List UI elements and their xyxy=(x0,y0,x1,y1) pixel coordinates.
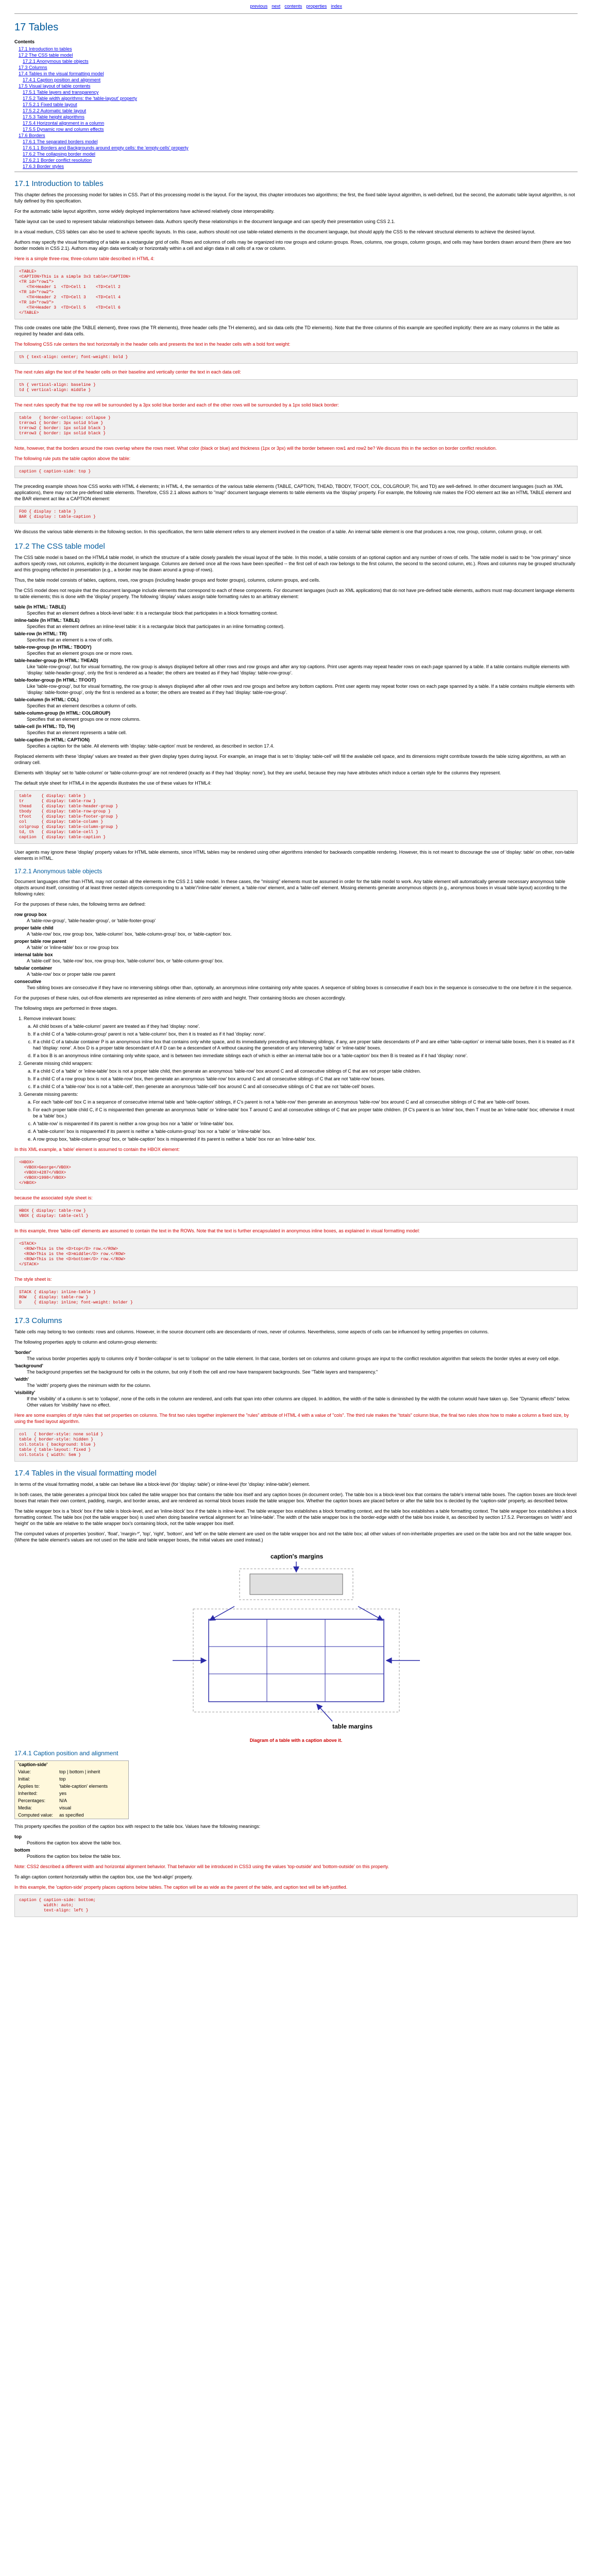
paragraph: This property specifies the position of the caption box with respect to the table box. Values have the following meanings: xyxy=(14,1824,261,1829)
toc-link[interactable]: 17.5.5 Dynamic row and column effects xyxy=(23,127,104,132)
substep-item: c. If a child C of a tabular container P is an anonymous inline box that contains only white space, and its immediately preceding and following siblings, if any, are proper table descendants of P and are either 'table-caption' or internal table boxes, then it is treated as if it had 'display: none'. A box D is a proper table descendant of A if D can be a descendant of A without causing the generation of any intervening 'table' or 'inline-table' boxes. xyxy=(33,1039,578,1051)
property-label: Initial: xyxy=(18,1776,30,1782)
property-row xyxy=(15,1811,111,1819)
example-intro: In this XML example, a 'table' element is assumed to contain the HBOX element: xyxy=(14,1147,180,1152)
steps-list xyxy=(24,1015,578,1142)
definition-description: Positions the caption box below the table box. xyxy=(27,1854,121,1859)
property-value: N/A xyxy=(59,1798,67,1803)
paragraph: We discuss the various table elements in the following section. In this specification, the term table element refers to any element involved in the creation of a table. An internal table element is one that produces a row, row group, column, column group, or cell. xyxy=(14,529,543,534)
definition-term: table-cell (In HTML: TD, TH) xyxy=(14,724,75,729)
caption-box xyxy=(250,1574,343,1595)
top-navigation xyxy=(14,3,578,9)
property-label: Value: xyxy=(18,1769,31,1774)
substep-item: a. For each 'table-cell' box C in a sequence of consecutive internal table and 'table-caption' siblings, if C's parent is not a 'table-row' then generate an anonymous 'table-row' box around C and all consecutive siblings of C that are 'table-cell' boxes. xyxy=(33,1099,578,1105)
definition-description: A 'table-row' box or proper table row parent xyxy=(27,972,115,977)
arrow xyxy=(210,1606,234,1620)
code-example: caption { caption-side: bottom; width: auto; text-align: left } xyxy=(14,1894,578,1917)
definition-term: proper table child xyxy=(14,925,54,930)
substep-item: c. If a child C of a 'table-row' box is not a 'table-cell', then generate an anonymous 'table-cell' box around C and all consecutive siblings of C that are not 'table-cell' boxes. xyxy=(33,1083,578,1090)
definition-description: Specifies that an element is a row of cells. xyxy=(27,637,113,642)
toc-link[interactable]: 17.6.1.1 Borders and Backgrounds around empty cells: the 'empty-cells' property xyxy=(23,145,189,150)
paragraph: For the purposes of these rules, the following terms are defined: xyxy=(14,902,146,907)
code-example: STACK { display: inline-table } ROW { display: table-row } D { display: inline; font-weight: bolder } xyxy=(14,1286,578,1309)
code-example: HBOX { display: table-row } VBOX { display: table-cell } xyxy=(14,1205,578,1223)
definition-description: Specifies that an element defines an inline-level table: it is a rectangular block that participates in an inline formatting context). xyxy=(27,624,285,629)
paragraph: Authors may specify the visual formatting of a table as a rectangular grid of cells. Rows and columns of cells may be organized into row groups and column groups. Rows, columns, row groups, column groups, and cells may have borders drawn around them (there are two border models in CSS 2.1). Authors may align data vertically or horizontally within a cell and align data in all cells of a row or column. xyxy=(14,240,571,251)
toc-item xyxy=(14,101,578,108)
definition-term: table-header-group (In HTML: THEAD) xyxy=(14,658,98,663)
definition-description: A 'table-row' box, row group box, 'table-column' box, 'table-column-group' box, or 'table-caption' box. xyxy=(27,931,232,937)
toc-item xyxy=(14,151,578,157)
definition-term: consecutive xyxy=(14,979,42,984)
property-label: Percentages: xyxy=(18,1798,46,1803)
definition-description: Specifies that an element describes a column of cells. xyxy=(27,703,138,708)
definition-term: bottom xyxy=(14,1848,30,1853)
toc-item xyxy=(14,64,578,71)
definition-term: table-row-group (In HTML: TBODY) xyxy=(14,645,92,650)
paragraph: To align caption content horizontally within the caption box, use the 'text-align' property. xyxy=(14,1874,193,1879)
property-name: 'caption-side' xyxy=(18,1762,48,1767)
property-value: 'table-caption' elements xyxy=(59,1784,108,1789)
definition-term: inline-table (In HTML: TABLE) xyxy=(14,618,80,623)
definition-description: Specifies that an element defines a block-level table: it is a rectangular block that participates in a block formatting context. xyxy=(27,611,278,616)
substep-item: a. If a child C of a 'table' or 'inline-table' box is not a proper table child, then generate an anonymous 'table-row' box around C and all consecutive siblings of C that are not proper table children. xyxy=(33,1068,578,1074)
paragraph: The table wrapper box is a 'block' box if the table is block-level, and an 'inline-block' box if the table is inline-level. The table wrapper box establishes a block formatting context, and the table box establishes a table formatting context. The table wrapper box establishes a block formatting context. The table box (not the table wrapper box) is used when doing baseline vertical alignment for an 'inline-table'. The width of the table wrapper box is the border-edge width of the table box inside it, as described by section 17.5.2. Percentages on 'width' and 'height' on the table are relative to the table wrapper box's containing block, not the table wrapper box itself. xyxy=(14,1509,577,1526)
paragraph: This chapter defines the processing model for tables in CSS. Part of this processing model is the layout. For the layout, this chapter introduces two algorithms; the first, the fixed table layout algorithm, is well-defined, but the second, the automatic table layout algorithm, is not fully defined by this specification. xyxy=(14,192,576,204)
definition-description: Like 'table-row-group', but for visual formatting, the row group is always displayed after all other rows and row groups and before any bottom captions. Print user agents may repeat footer rows on each page spanned by a table. If a table contains multiple elements with 'display: table-footer-group', only the first is rendered as a footer; the others are treated as if they had 'display: table-row-group'. xyxy=(27,684,575,695)
toc-item xyxy=(14,157,578,163)
nav-link-next[interactable]: next xyxy=(272,4,281,9)
paragraph: Table layout can be used to represent tabular relationships between data. Authors specify these relationships in the document language and can specify their presentation using CSS 2.1. xyxy=(14,219,395,224)
toc-link[interactable]: 17.4.1 Caption position and alignment xyxy=(23,77,101,82)
nav-link-properties[interactable]: properties xyxy=(306,4,327,9)
paragraph: Thus, the table model consists of tables, captions, rows, row groups (including header groups and footer groups), columns, column groups, and cells. xyxy=(14,578,320,583)
definition-term: internal table box xyxy=(14,952,53,957)
example-intro: Here is a simple three-row, three-column table described in HTML 4: xyxy=(14,256,155,261)
section-heading-17-4: 17.4 Tables in the visual formatting model xyxy=(14,1469,157,1478)
code-example: <TABLE> <CAPTION>This is a simple 3x3 table</CAPTION> <TR id="row1"> <TH>Header 1 <TD>Cell 1 <TD>Cell 2 <TR id="row2"> <TH>Header 2 <TD>Cell 3 <TD>Cell 4 <TR id="row3"> <TH>Header 3 <TD>Cell 5 <TD>Cell 6 </TABLE> xyxy=(14,266,578,319)
substep-item: b. If a child C of a row group box is not a 'table-row' box, then generate an anonymous 'table-row' box around C and all consecutive siblings of C that are not 'table-row' boxes. xyxy=(33,1076,578,1082)
page-title: 17 Tables xyxy=(14,22,59,33)
toc-item xyxy=(14,114,578,120)
definition-description: The various border properties apply to columns only if 'border-collapse' is set to 'collapse' on the table element. In that case, borders set on columns and column groups are input to the conflict resolution algorithm that selects the border styles at every cell edge. xyxy=(27,1356,560,1361)
definition-description: Specifies that an element groups one or more columns. xyxy=(27,717,141,722)
code-example: <HBOX> <VBOX>George</VBOX> <VBOX>4287</VBOX> <VBOX>1998</VBOX> </HBOX> xyxy=(14,1157,578,1190)
code-example: FOO { display : table } BAR { display : table-caption } xyxy=(14,506,578,523)
code-example: col { border-style: none solid } table { border-style: hidden } col.totals { background: blue } table { table-layout: fixed } col.totals { width: 5em } xyxy=(14,1429,578,1462)
example-intro: The next rules align the text of the header cells on their baseline and vertically center the text in each data cell: xyxy=(14,369,241,375)
code-example: table { border-collapse: collapse } tr#row1 { border: 3px solid blue } tr#row2 { border: 1px solid black } tr#row3 { border: 1px solid black } xyxy=(14,412,578,440)
nav-link-contents[interactable]: contents xyxy=(284,4,302,9)
paragraph: Document languages other than HTML may not contain all the elements in the CSS 2.1 table model. In these cases, the "missing" elements must be assumed in order for the table model to work. Any table element will automatically generate necessary anonymous table objects around itself, consisting of at least three nested objects corresponding to a 'table'/'inline-table' element, a 'table-row' element, and a 'table-cell' element. Missing elements generate anonymous objects (e.g., anonymous boxes in visual table layout) according to the following rules: xyxy=(14,879,567,896)
toc-item xyxy=(14,83,578,89)
code-example: table { display: table } tr { display: table-row } thead { display: table-header-group } tbody { display: table-row-group } tfoot { display: table-footer-group } col { display: table-column } colgroup { display: table-column-group } td, th { display: table-cell } caption { display: table-caption } xyxy=(14,790,578,844)
property-label: Applies to: xyxy=(18,1784,40,1789)
property-row xyxy=(15,1783,111,1790)
toc-link[interactable]: 17.6 Borders xyxy=(19,133,45,138)
example-intro: The next rules specify that the top row will be surrounded by a 3px solid blue border and each of the other rows will be surrounded by a 1px solid black border: xyxy=(14,402,339,408)
toc-link[interactable]: 17.5.2.1 Fixed table layout xyxy=(23,102,77,107)
paragraph: For the purposes of these rules, out-of-flow elements are represented as inline elements of zero width and height. Their containing blocks are chosen accordingly. xyxy=(14,995,346,1001)
example-intro: The following rule puts the table caption above the table: xyxy=(14,456,131,461)
paragraph: The CSS model does not require that the document language include elements that correspond to each of these components. For document languages (such as XML applications) that do not have pre-defined table elements, authors must map document language elements to table elements; this is done with the 'display' property. The following 'display' values assign table formatting rules to an arbitrary element: xyxy=(14,588,574,599)
paragraph: Table cells may belong to two contexts: rows and columns. However, in the source document cells are descendants of rows, never of columns. Nevertheless, some aspects of cells can be influenced by setting properties on columns. xyxy=(14,1329,489,1334)
table-caption-diagram xyxy=(14,1547,578,1734)
contents-heading: Contents xyxy=(14,39,35,44)
step-title: Generate missing parents: xyxy=(24,1092,78,1097)
property-label: Computed value: xyxy=(18,1812,54,1818)
toc-link[interactable]: 17.3 Columns xyxy=(19,65,47,70)
definition-term: table-row (In HTML: TR) xyxy=(14,631,67,636)
property-row xyxy=(15,1797,111,1804)
property-row xyxy=(15,1768,111,1775)
paragraph: For the automatic table layout algorithm, some widely deployed implementations have achieved relatively close interoperability. xyxy=(14,209,275,214)
example-intro: Here are some examples of style rules that set properties on columns. The first two rules together implement the "rules" attribute of HTML 4 with a value of "cols". The third rule makes the "totals" column blue, the final two rules show how to make a column a fixed size, by using the fixed layout algorithm. xyxy=(14,1413,569,1424)
definition-description: Two sibling boxes are consecutive if they have no intervening siblings other than, optionally, an anonymous inline containing only white spaces. A sequence of sibling boxes is consecutive if each box in the sequence is consecutive to the one before it in the sequence. xyxy=(27,985,572,990)
example-intro: In this example, three 'table-cell' elements are assumed to contain the text in the ROWs. Note that the text is further encapsulated in anonymous inline boxes, as explained in visual formatting model: xyxy=(14,1228,420,1233)
paragraph: The following steps are performed in three stages. xyxy=(14,1006,118,1011)
paragraph: In both cases, the table generates a principal block box called the table wrapper box that contains the table box itself and any caption boxes (in document order). The table box is a block-level box that contains the table's internal table boxes. The caption boxes are block-level boxes that retain their own content, padding, margin, and border areas, and are rendered as normal block boxes inside the table wrapper box. Whether the caption boxes are placed before or after the table box is decided by the 'caption-side' property, as described below. xyxy=(14,1492,577,1503)
table-of-contents xyxy=(14,46,578,170)
step-item xyxy=(24,1015,578,1059)
definition-description: The 'width' property gives the minimum width for the column. xyxy=(27,1383,151,1388)
step-title: Generate missing child wrappers: xyxy=(24,1061,93,1066)
example-intro: The following CSS rule centers the text horizontally in the header cells and presents the text in the header cells with a bold font weight: xyxy=(14,342,291,347)
definition-term: 'width' xyxy=(14,1377,29,1382)
example-intro: The style sheet is: xyxy=(14,1277,52,1282)
property-definition xyxy=(14,1760,129,1819)
definition-description: If the 'visibility' of a column is set to 'collapse', none of the cells in the column are rendered, and cells that span into other columns are clipped. In addition, the width of the table is diminished by the width the column would have taken up. See "Dynamic effects" below. Other values for 'visibility' have no effect. xyxy=(27,1396,570,1408)
toc-link[interactable]: 17.5.4 Horizontal alignment in a column xyxy=(23,121,105,126)
toc-item xyxy=(14,108,578,114)
property-value: as specified xyxy=(59,1812,84,1818)
caption-margins-label: caption's margins xyxy=(270,1553,323,1560)
toc-link[interactable]: 17.6.2.1 Border conflict resolution xyxy=(23,158,92,163)
section-heading-17-4-1: 17.4.1 Caption position and alignment xyxy=(14,1750,119,1757)
toc-item xyxy=(14,132,578,139)
definition-term: table-column (In HTML: COL) xyxy=(14,697,79,702)
property-value: visual xyxy=(59,1805,72,1810)
toc-item xyxy=(14,58,578,64)
page xyxy=(14,0,578,1943)
table-box xyxy=(209,1619,384,1702)
code-example: th { text-align: center; font-weight: bold } xyxy=(14,351,578,364)
substep-item: e. A row group box, 'table-column-group' box, or 'table-caption' box is misparented if its parent is neither a 'table' box nor an 'inline-table' box. xyxy=(33,1136,578,1142)
toc-item xyxy=(14,89,578,95)
substep-item: d. If a box B is an anonymous inline containing only white space, and is between two immediate siblings each of which is either an internal table box or a 'table-caption' box then B is treated as if it had 'display: none'. xyxy=(33,1053,578,1059)
step-title: Remove irrelevant boxes: xyxy=(24,1016,77,1021)
toc-item xyxy=(14,95,578,101)
step-item xyxy=(24,1060,578,1090)
note: Note, however, that the borders around the rows overlap where the rows meet. What color (black or blue) and thickness (1px or 3px) will the border between row1 and row2 be? We discuss this in the section on border conflict resolution. xyxy=(14,446,497,451)
property-row xyxy=(15,1775,111,1783)
paragraph: The default style sheet for HTML4 in the appendix illustrates the use of these values for HTML4: xyxy=(14,781,212,786)
definition-term: table-caption (In HTML: CAPTION) xyxy=(14,737,90,742)
example-intro: because the associated style sheet is: xyxy=(14,1195,93,1200)
paragraph: In a visual medium, CSS tables can also be used to achieve specific layouts. In this case, authors should not use table-related elements in the document language, but should apply the CSS to the relevant structural elements to achieve the desired layout. xyxy=(14,229,536,234)
paragraph: Replaced elements with these 'display' values are treated as their given display types during layout. For example, an image that is set to 'display: table-cell' will fill the available cell space, and its dimensions might contribute towards the table sizing algorithms, as with an ordinary cell. xyxy=(14,754,566,765)
property-label: Media: xyxy=(18,1805,32,1810)
definition-term: proper table row parent xyxy=(14,939,66,944)
example-intro: In this example, the 'caption-side' property places captions below tables. The caption will be as wide as the parent of the table, and caption text will be left-justified. xyxy=(14,1885,348,1890)
column-properties-list xyxy=(14,1349,578,1408)
code-example: <STACK> <ROW>This is the <D>top</D> row.</ROW> <ROW>This is the <D>middle</D> row.</ROW> <ROW>This is the <D>bottom</D> row.</ROW> </STACK> xyxy=(14,1238,578,1271)
toc-item xyxy=(14,120,578,126)
definition-term: table-column-group (In HTML: COLGROUP) xyxy=(14,710,110,716)
toc-link[interactable]: 17.2 The CSS table model xyxy=(19,53,73,58)
nav-link-previous[interactable]: previous xyxy=(250,4,268,9)
step-item xyxy=(24,1091,578,1142)
definition-term: 'border' xyxy=(14,1350,31,1355)
toc-item xyxy=(14,46,578,52)
toc-link[interactable]: 17.6.2 The collapsing border model xyxy=(23,151,95,157)
paragraph: This code creates one table (the TABLE element), three rows (the TR elements), three header cells (the TH elements), and six data cells (the TD elements). Note that the three columns of this example are specified implicitly: there are as many columns in the table as required by header and data cells. xyxy=(14,325,560,336)
definition-term: table-footer-group (In HTML: TFOOT) xyxy=(14,677,96,683)
figure-caption: Diagram of a table with a caption above it. xyxy=(249,1738,343,1743)
nav-link-index[interactable]: index xyxy=(331,4,342,9)
definition-term: row group box xyxy=(14,912,47,917)
code-example: caption { caption-side: top } xyxy=(14,466,578,478)
toc-link[interactable]: 17.1 Introduction to tables xyxy=(19,46,72,52)
definition-term: 'background' xyxy=(14,1363,43,1368)
property-value: yes xyxy=(59,1791,67,1796)
paragraph: The preceding example shows how CSS works with HTML 4 elements; in HTML 4, the semantics of the various table elements (TABLE, CAPTION, THEAD, TBODY, TFOOT, COL, COLGROUP, TH, and TD) are well-defined. In other document languages (such as XML applications), there may not be pre-defined table elements. Therefore, CSS 2.1 allows authors to "map" document language elements to table elements via the 'display' property. For example, the following rule makes the FOO element act like an HTML TABLE element and the BAR element act like a CAPTION element: xyxy=(14,484,571,501)
property-label: Inherited: xyxy=(18,1791,38,1796)
paragraph: In terms of the visual formatting model, a table can behave like a block-level (for 'display: table') or inline-level (for 'display: inline-table') element. xyxy=(14,1482,310,1487)
paragraph: Elements with 'display' set to 'table-column' or 'table-column-group' are not rendered (exactly as if they had 'display: none'), but they are useful, because they may have attributes which induce a certain style for the columns they represent. xyxy=(14,770,501,775)
toc-link[interactable]: 17.6.3 Border styles xyxy=(23,164,64,169)
toc-item xyxy=(14,126,578,132)
section-heading-17-2-1: 17.2.1 Anonymous table objects xyxy=(14,868,103,875)
definition-term: tabular container xyxy=(14,965,53,971)
substep-item: d. A 'table-column' box is misparented if its parent is neither a 'table-column-group' box nor a 'table' or 'inline-table' box. xyxy=(33,1128,578,1134)
definition-description: Specifies that an element represents a table cell. xyxy=(27,730,127,735)
substep-item: b. If a child C of a 'table-column-group' parent is not a 'table-column' box, then it is treated as if it had 'display: none'. xyxy=(33,1031,578,1037)
terms-list xyxy=(14,911,578,991)
display-values-list xyxy=(14,604,578,749)
toc-item xyxy=(14,71,578,77)
toc-link[interactable]: 17.5.2.2 Automatic table layout xyxy=(23,108,87,113)
paragraph: User agents may ignore these 'display' property values for HTML table elements, since HTML tables may be rendered using other algorithms intended for backwards compatible rendering. However, this is not meant to discourage the use of 'display: table' on other, non-table elements in HTML. xyxy=(14,850,574,861)
toc-link[interactable]: 17.5.1 Table layers and transparency xyxy=(23,90,99,95)
toc-item xyxy=(14,77,578,83)
toc-item xyxy=(14,52,578,58)
property-row xyxy=(15,1790,111,1797)
paragraph: The computed values of properties 'position', 'float', 'margin-*', 'top', 'right', 'bottom', and 'left' on the table element are used on the table wrapper box and not the table box; all other values of non-inheritable properties are used on the table box and not the table wrapper box. (Where the table element's values are not used on the table and table wrapper boxes, the initial values are used instead.) xyxy=(14,1531,572,1543)
section-heading-17-2: 17.2 The CSS table model xyxy=(14,542,105,551)
toc-link[interactable]: 17.5.2 Table width algorithms: the 'table-layout' property xyxy=(23,96,137,101)
definition-description: The background properties set the background for cells in the column, but only if both the cell and row have transparent backgrounds. See "Table layers and transparency." xyxy=(27,1369,378,1375)
diagram-svg xyxy=(162,1547,430,1733)
definition-description: Like 'table-row-group', but for visual formatting, the row group is always displayed before all other rows and row groups and after any top captions. Print user agents may repeat header rows on each page spanned by a table. If a table contains multiple elements with 'display: table-header-group', only the first is rendered as a header; the others are treated as if they had 'display: table-row-group'. xyxy=(27,664,570,675)
definition-description: Specifies that an element groups one or more rows. xyxy=(27,651,133,656)
toc-link[interactable]: 17.5.3 Table height algorithms xyxy=(23,114,84,120)
definition-description: Specifies a caption for the table. All elements with 'display: table-caption' must be rendered, as described in section 17.4. xyxy=(27,743,275,749)
definition-term: top xyxy=(14,1834,22,1839)
section-heading-17-1: 17.1 Introduction to tables xyxy=(14,179,104,188)
paragraph: The CSS table model is based on the HTML4 table model, in which the structure of a table closely parallels the visual layout of the table. In this model, a table consists of an optional caption and any number of rows of cells. The table model is said to be "row primary" since authors specify rows, not columns, explicitly in the document language. Columns are derived once all the rows have been specified -- the first cell of each row belongs to the first column, the second to the second column, etc.). Rows and columns may be grouped structurally and this grouping reflected in presentation (e.g., a border may be drawn around a group of rows). xyxy=(14,555,576,572)
toc-link[interactable]: 17.2.1 Anonymous table objects xyxy=(23,59,89,64)
substep-item: b. For each proper table child C, if C is misparented then generate an anonymous 'table' or 'inline-table' box T around C and all consecutive siblings of C that are proper table children. (If C's parent is an 'inline' box, then T must be an 'inline-table' box; otherwise it must be a 'table' box.) xyxy=(33,1107,578,1119)
arrow xyxy=(358,1606,383,1620)
toc-item xyxy=(14,139,578,145)
property-row xyxy=(15,1804,111,1811)
caption-side-values xyxy=(14,1834,578,1859)
toc-item xyxy=(14,163,578,170)
definition-description: A 'table-cell' box, 'table-row' box, row group box, 'table-column' box, or 'table-column-group' box. xyxy=(27,958,224,963)
toc-link[interactable]: 17.6.1 The separated borders model xyxy=(23,139,98,144)
note: Note: CSS2 described a different width and horizontal alignment behavior. That behavior will be introduced in CSS3 using the values 'top-outside' and 'bottom-outside' on this property. xyxy=(14,1864,389,1869)
divider xyxy=(14,13,578,14)
property-value: top | bottom | inherit xyxy=(59,1769,100,1774)
definition-description: A 'table-row-group', 'table-header-group', or 'table-footer-group' xyxy=(27,918,156,923)
definition-description: A 'table' or 'inline-table' box or row group box xyxy=(27,945,119,950)
section-heading-17-3: 17.3 Columns xyxy=(14,1316,62,1325)
substep-item: c. A 'table-row' is misparented if its parent is neither a row group box nor a 'table' or 'inline-table' box. xyxy=(33,1121,578,1127)
definition-term: 'visibility' xyxy=(14,1390,36,1395)
substep-item: a. All child boxes of a 'table-column' parent are treated as if they had 'display: none'. xyxy=(33,1023,578,1029)
arrow xyxy=(317,1704,332,1721)
table-margins-label: table margins xyxy=(332,1723,373,1730)
paragraph: The following properties apply to column and column-group elements: xyxy=(14,1340,158,1345)
property-value: top xyxy=(59,1776,66,1782)
toc-link[interactable]: 17.5 Visual layout of table contents xyxy=(19,83,91,89)
toc-link[interactable]: 17.4 Tables in the visual formatting model xyxy=(19,71,104,76)
toc-item xyxy=(14,145,578,151)
definition-term: table (In HTML: TABLE) xyxy=(14,604,66,609)
code-example: th { vertical-align: baseline } td { vertical-align: middle } xyxy=(14,379,578,397)
definition-description: Positions the caption box above the table box. xyxy=(27,1840,122,1845)
property-definition-table xyxy=(15,1761,111,1819)
